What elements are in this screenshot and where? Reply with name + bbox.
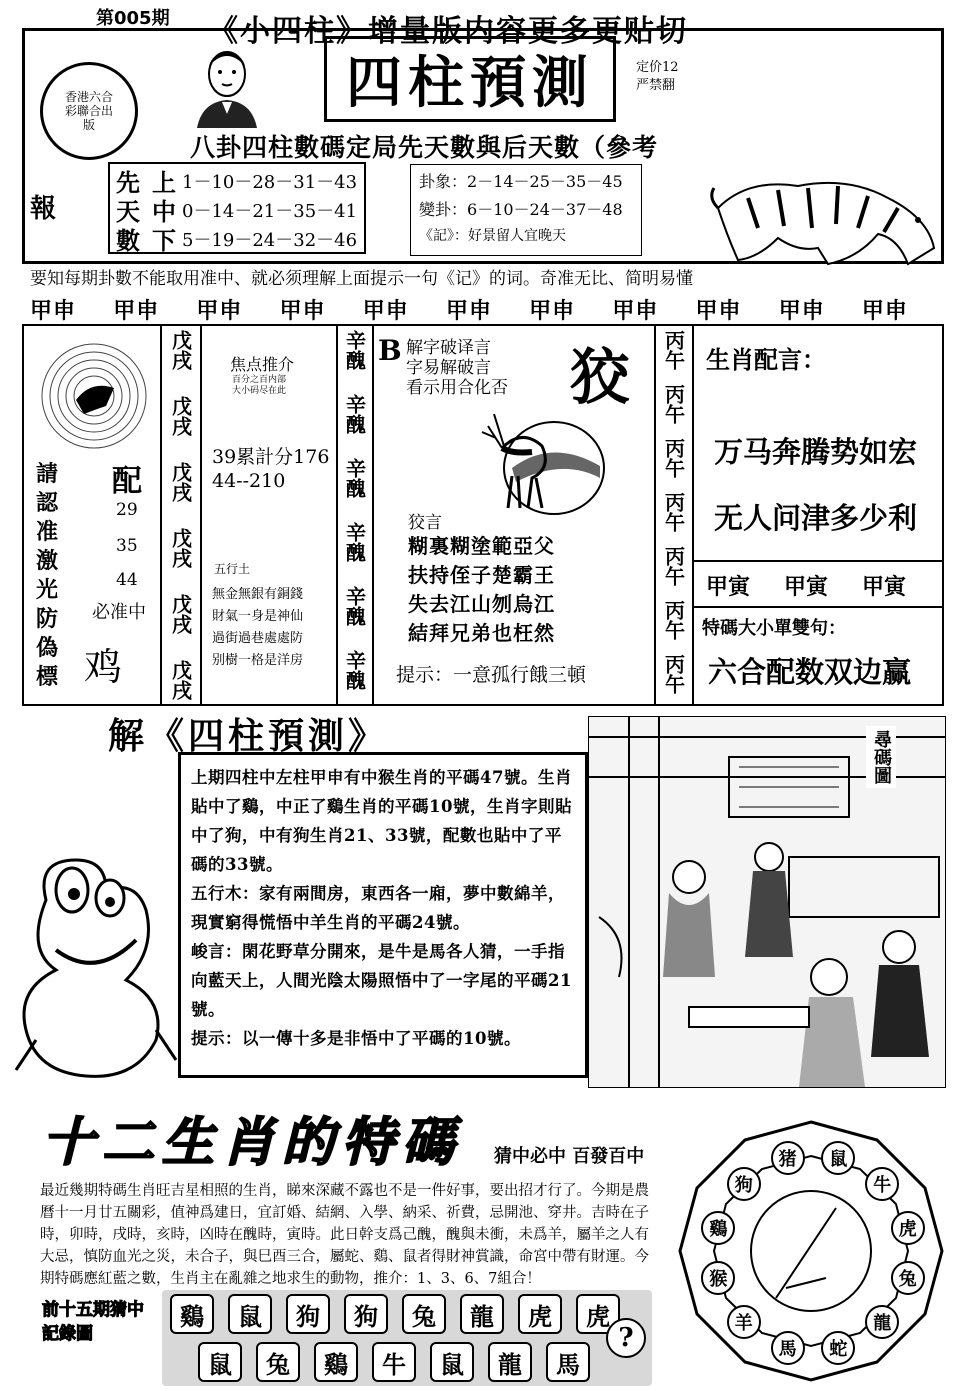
jiayin-item: 甲寅 [861, 574, 906, 600]
poem-line: 結拜兄弟也枉然 [408, 621, 555, 645]
ganzhi-item: 甲申 [362, 298, 409, 324]
wuxu-item: 戊戌 [168, 462, 193, 502]
ganzhi-item: 甲申 [445, 298, 492, 324]
copyright: 严禁翻 [636, 78, 676, 93]
jie-paragraph: 上期四柱中左柱甲申有中猴生肖的平碼47號。生肖貼中了鷄，中正了鷄生肖的平碼10號，生肖字則貼中了狗，中有狗生肖21、33號，配數也貼中了平碼的33號。 [191, 768, 572, 874]
bingwu-column [656, 330, 692, 700]
focus-sub1: 百分之百内部 [232, 375, 287, 385]
ganzhi-row [30, 294, 908, 325]
ganzhi-item: 甲申 [196, 298, 243, 324]
jiao-poem [408, 532, 555, 648]
focus-poem [212, 584, 303, 672]
xinchou-item: 辛醜 [342, 330, 367, 370]
label-char: 偽 [35, 635, 58, 661]
divider [200, 324, 202, 706]
jiayin-item: 甲寅 [706, 574, 751, 600]
wuxu-item: 戊戌 [168, 396, 193, 436]
shengxiao-title: 生肖配言： [706, 345, 826, 374]
zodiac-tile: 牛 [372, 1342, 416, 1382]
zodiac-label: 鼠 [821, 1141, 855, 1175]
zodiac-label: 虎 [891, 1211, 925, 1245]
zodiac-label: 馬 [771, 1331, 805, 1365]
jie-paragraph: 提示：以一傳十多是非悟中了平碼的10號。 [191, 1029, 521, 1048]
zodiac-label: 鷄 [701, 1211, 735, 1245]
zodiac-label: 牛 [865, 1167, 899, 1201]
zodiac-tile: 鷄 [170, 1294, 214, 1334]
row-label-b: 上 [152, 168, 176, 197]
side-char: 報 [30, 194, 57, 224]
zodiac-tile: 鷄 [314, 1342, 358, 1382]
row-numbers: 好景留人宜晚天 [468, 228, 566, 244]
jiayin-item: 甲寅 [783, 574, 828, 600]
xinchou-item: 辛醜 [342, 650, 367, 690]
deer-illustration [472, 408, 608, 518]
bingwu-item: 丙午 [661, 654, 686, 694]
label-char: 標 [35, 664, 58, 690]
bingwu-item: 丙午 [661, 438, 686, 478]
poem-line: 過街過巷處處防 [212, 631, 304, 646]
left-badge: 前十五期猜中記錄圖 [42, 1300, 144, 1344]
bingwu-item: 丙午 [661, 384, 686, 424]
notice-line: 要知每期卦數不能取用准中、就必须理解上面提示一句《记》的词。奇准无比、简明易懂 [30, 269, 693, 289]
label-char: 防 [35, 606, 58, 632]
divider [694, 606, 944, 608]
tiles-row-2 [198, 1342, 604, 1382]
poem-line: 糊裏糊塗範亞父 [408, 534, 555, 558]
must-hit: 必准中 [92, 602, 146, 623]
row-label-b: 下 [152, 226, 176, 255]
zodiac-tile: 龍 [488, 1342, 532, 1382]
table-row [419, 197, 633, 225]
zodiac-label: 兔 [891, 1261, 925, 1295]
middle-intro [406, 338, 508, 398]
bingwu-item: 丙午 [661, 492, 686, 532]
zodiac-label: 猪 [771, 1141, 805, 1175]
poem-line: 無金無銀有銅錢 [212, 587, 304, 602]
subtitle: 八卦四柱數碼定局先天數與后天數（參考 [190, 133, 659, 162]
zodiac-tile: 鼠 [198, 1342, 242, 1382]
jie-text-box [178, 752, 588, 1078]
row-label-a: 天 [116, 197, 140, 226]
intro-line: 字易解破言 [406, 358, 491, 378]
question-mark-icon: ? [606, 1318, 646, 1358]
zodiac-wheel [676, 1118, 946, 1384]
wuxu-item: 戊戌 [168, 330, 193, 370]
intro-line: 看示用合化否 [406, 378, 508, 398]
ganzhi-item: 甲申 [612, 298, 659, 324]
pei-number: 29 [116, 500, 138, 520]
table-row [116, 166, 358, 195]
zodiac-tile: 龍 [460, 1294, 504, 1334]
row-label-b: 中 [152, 197, 176, 226]
zodiac-tile: 狗 [344, 1294, 388, 1334]
special-label: 特碼大小單雙句： [702, 618, 846, 639]
right-slogan: 六合配数双边赢 [708, 655, 912, 689]
focus-line1: 39累計分176 [212, 446, 330, 468]
focus-line2: 44--210 [212, 470, 286, 492]
jie-title: 解《四柱預測》 [108, 715, 389, 757]
middle-hint: 提示：一意孤行餓三頓 [396, 664, 587, 686]
anti-fake-label [32, 460, 62, 692]
jie-paragraph: 峻言：閑花野草分開來，是牛是馬各人猜，一手指向藍天上，人間光陰太陽照悟中了一字尾的平碼21號。 [191, 942, 572, 1019]
row-label-a: 先 [116, 168, 140, 197]
jiayin-row [706, 570, 906, 601]
row-label: 卦象： [419, 172, 468, 191]
label-char: 認 [35, 490, 58, 516]
xinchou-item: 辛醜 [342, 458, 367, 498]
row-label-a: 數 [116, 226, 140, 255]
b-letter: B [378, 334, 402, 367]
intro-line: 解字破译言 [406, 338, 491, 358]
zodiac-tile: 虎 [518, 1294, 562, 1334]
row-numbers: 0－14－21－35－41 [182, 200, 358, 222]
zodiac-tile: 鼠 [430, 1342, 474, 1382]
row-numbers: 1－10－28－31－43 [182, 171, 358, 193]
banner-title: 《小四柱》增量版内容更多更贴切 [208, 14, 688, 49]
bottom-text: 最近幾期特碼生肖旺吉星相照的生肖，睇來深藏不露也不是一件好事，要出招才行了。今期是農曆十一月廿五關彩，值神爲建日，宜訂婚、結網、入學、納采、祈費，忌開池、穿井。吉時在子時，卯時，戌時，亥時，凶時在醜時，寅時。此日幹支爲己醜，醜與未衝，未爲羊，屬羊之人有大忌，慎防血光之災，未合子，與巳酉三合，屬蛇、鷄、鼠者得財神賞識，命宮中帶有財運。今期特碼應紅藍之數，生肖主在亂雜之地求生的動物，推介：1、3、6、7組合！ [40, 1183, 649, 1287]
ganzhi-item: 甲申 [861, 298, 908, 324]
focus-sub2: 大小码尽在此 [232, 386, 287, 396]
publisher-stamp [40, 62, 138, 160]
poem-line: 失去江山刎烏江 [408, 592, 555, 616]
calligraphy-banner [22, 1092, 670, 1173]
poem-line: 財氣一身是神仙 [212, 609, 304, 624]
wuxing-title: 五行土 [214, 562, 251, 576]
bingwu-item: 丙午 [661, 330, 686, 370]
row-numbers: 6－10－24－37－48 [467, 200, 623, 219]
tiles-row-1 [170, 1294, 634, 1334]
xinchou-item: 辛醜 [342, 394, 367, 434]
zodiac-label: 蛇 [821, 1331, 855, 1365]
zodiac-tile: 狗 [286, 1294, 330, 1334]
title-box [324, 36, 616, 122]
table-row [116, 224, 358, 253]
zodiac-tile: 兔 [402, 1294, 446, 1334]
ganzhi-item: 甲申 [113, 298, 160, 324]
zodiac-label: 狗 [727, 1167, 761, 1201]
calligraphy-text: 十二生肖的特碼 [42, 1112, 463, 1173]
row-label: 《記》： [419, 228, 468, 244]
zodiac-wheel-graphic [676, 1118, 946, 1384]
tiger-illustration [708, 168, 944, 272]
frog-cartoon [6, 840, 186, 1090]
wuxu-column [162, 330, 200, 720]
ganzhi-item: 甲申 [778, 298, 825, 324]
wuxu-item: 戊戌 [168, 594, 193, 634]
row-numbers: 2－14－25－35－45 [467, 172, 623, 191]
zodiac-label: 猴 [701, 1261, 735, 1295]
pei-label: 配 [112, 464, 142, 499]
divider [372, 324, 374, 706]
poem-line: 别樹一格是洋房 [212, 653, 304, 668]
wuxu-item: 戊戌 [168, 528, 193, 568]
row-numbers: 5－19－24－32－46 [182, 229, 358, 251]
bingwu-item: 丙午 [661, 600, 686, 640]
zodiac-tile: 馬 [546, 1342, 590, 1382]
divider [694, 560, 944, 562]
zodiac-tile: 虎 [576, 1294, 620, 1334]
focus-title: 焦点推介 [230, 355, 295, 374]
zodiac-tile: 兔 [256, 1342, 300, 1382]
right-line1: 万马奔腾势如宏 [714, 435, 918, 469]
page-title: 四柱預測 [346, 50, 594, 116]
xinchou-item: 辛醜 [342, 586, 367, 626]
label-char: 准 [35, 519, 58, 545]
xinchou-item: 辛醜 [342, 522, 367, 562]
row-label: 變卦： [419, 200, 468, 219]
zodiac-tile: 鼠 [228, 1294, 272, 1334]
jiao-title: 狡言 [408, 513, 442, 533]
label-char: 請 [35, 461, 58, 487]
ganzhi-item: 甲申 [695, 298, 742, 324]
issue-number: 第005期 [96, 8, 170, 29]
animal-rooster: 鸡 [84, 645, 123, 689]
ganzhi-item: 甲申 [529, 298, 576, 324]
wuxu-item: 戊戌 [168, 660, 193, 700]
ganzhi-item: 甲申 [279, 298, 326, 324]
table-row [419, 225, 633, 253]
table-row [116, 195, 358, 224]
pei-number: 35 [116, 536, 138, 556]
author-portrait [192, 44, 262, 128]
label-char: 光 [35, 577, 58, 603]
xiantian-table [108, 162, 366, 254]
right-line2: 无人问津多少利 [714, 501, 918, 535]
jie-paragraph: 五行木：家有兩間房，東西各一廂，夢中數綿羊，現實窮得慌悟中羊生肖的平碼24號。 [191, 884, 565, 932]
table-row [419, 169, 633, 197]
tiles-panel [162, 1290, 652, 1386]
stamp-text: 香港六合彩聯合出版 [64, 90, 113, 132]
xinchou-column [338, 330, 372, 706]
zodiac-label: 羊 [727, 1305, 761, 1339]
ganzhi-item: 甲申 [30, 298, 77, 324]
big-char: 狡 [570, 343, 630, 413]
pei-number: 44 [116, 570, 138, 590]
label-char: 激 [35, 548, 58, 574]
bingwu-item: 丙午 [661, 546, 686, 586]
fingerprint-seal [36, 340, 152, 452]
poem-line: 扶持侄子楚霸王 [408, 563, 555, 587]
tagline: 猜中必中 百發百中 [494, 1146, 645, 1167]
seek-label: 尋碼圖 [866, 726, 896, 788]
guaxiang-table [410, 164, 642, 256]
price: 定价12 [636, 60, 679, 75]
divider [692, 324, 694, 706]
zodiac-label: 龍 [865, 1305, 899, 1339]
